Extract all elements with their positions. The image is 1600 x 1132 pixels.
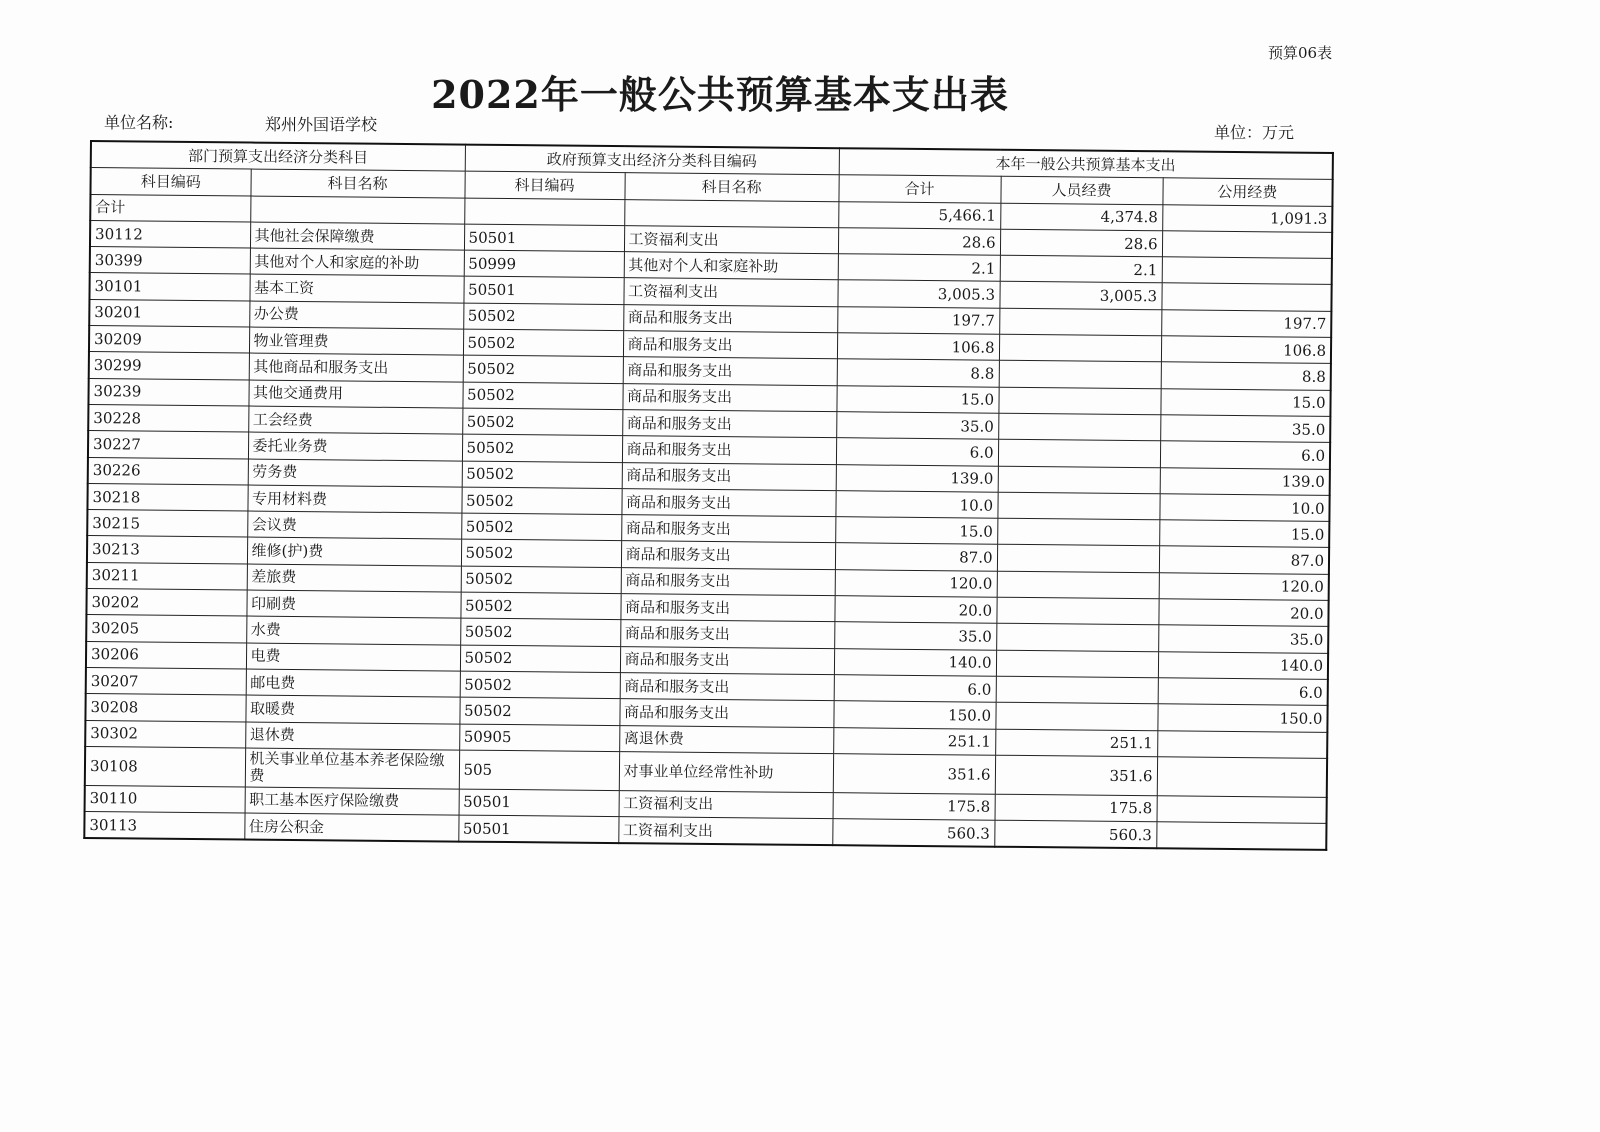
cell-personnel: [996, 624, 1158, 652]
total-label: 合计: [90, 194, 250, 222]
total-sum: 5,466.1: [838, 201, 1000, 229]
cell-total: 120.0: [835, 569, 997, 597]
cell-gov-name: 商品和服务支出: [621, 567, 835, 595]
cell-gov-code: 50501: [463, 277, 623, 305]
cell-dept-name: 办公费: [249, 301, 463, 329]
header-public: 公用经费: [1162, 178, 1332, 206]
cell-dept-name: 住房公积金: [244, 813, 458, 842]
cell-dept-code: 30299: [89, 352, 249, 380]
cell-personnel: [996, 676, 1158, 704]
cell-total: 20.0: [834, 596, 996, 624]
cell-gov-name: 对事业单位经常性补助: [619, 751, 833, 792]
cell-gov-code: 50502: [460, 645, 620, 673]
cell-public: 150.0: [1157, 704, 1327, 732]
header-total: 合计: [838, 175, 1000, 203]
cell-gov-name: 商品和服务支出: [620, 673, 834, 701]
cell-gov-name: 工资福利支出: [623, 278, 837, 306]
cell-dept-code: 30211: [87, 562, 247, 590]
cell-dept-code: 30213: [87, 536, 247, 564]
cell-public: [1156, 822, 1326, 850]
cell-gov-code: 50502: [461, 487, 621, 515]
cell-total: 3,005.3: [837, 280, 999, 308]
cell-total: 10.0: [835, 491, 997, 519]
cell-gov-code: 50502: [462, 382, 622, 410]
cell-public: 20.0: [1158, 599, 1328, 627]
cell-personnel: [998, 466, 1160, 494]
cell-total: 35.0: [834, 622, 996, 650]
cell-gov-name: 商品和服务支出: [621, 515, 835, 543]
cell-dept-code: 30228: [88, 404, 248, 432]
empty-cell: [624, 199, 838, 227]
cell-gov-code: 50502: [462, 434, 622, 462]
cell-dept-name: 劳务费: [248, 459, 462, 487]
cell-personnel: 28.6: [1000, 229, 1162, 257]
cell-dept-code: 30108: [85, 746, 245, 787]
cell-total: 351.6: [833, 753, 995, 794]
cell-gov-code: 50502: [461, 540, 621, 568]
cell-gov-code: 50501: [458, 815, 618, 843]
cell-dept-code: 30110: [85, 785, 245, 813]
cell-public: [1161, 283, 1331, 311]
cell-dept-code: 30209: [89, 326, 249, 354]
cell-gov-code: 50502: [462, 408, 622, 436]
cell-gov-name: 工资福利支出: [618, 817, 832, 846]
cell-personnel: [996, 650, 1158, 678]
cell-gov-code: 50502: [461, 513, 621, 541]
header-dept-name: 科目名称: [250, 169, 464, 197]
total-personnel: 4,374.8: [1000, 203, 1162, 231]
cell-total: 35.0: [836, 412, 998, 440]
cell-dept-name: 基本工资: [249, 275, 463, 303]
cell-total: 150.0: [833, 701, 995, 729]
cell-gov-name: 工资福利支出: [619, 790, 833, 818]
cell-public: 87.0: [1159, 546, 1329, 574]
cell-gov-code: 50502: [463, 355, 623, 383]
cell-dept-name: 机关事业单位基本养老保险缴费: [245, 748, 459, 789]
cell-dept-name: 取暖费: [245, 695, 459, 723]
cell-gov-code: 50502: [460, 671, 620, 699]
unit-name-label: 单位名称:: [104, 113, 174, 132]
cell-dept-code: 30112: [90, 220, 250, 248]
cell-gov-name: 商品和服务支出: [619, 699, 833, 727]
cell-dept-code: 30218: [87, 483, 247, 511]
cell-dept-code: 30101: [89, 273, 249, 301]
header-gov-name: 科目名称: [624, 173, 838, 201]
cell-dept-name: 水费: [246, 616, 460, 644]
cell-dept-name: 差旅费: [247, 564, 461, 592]
cell-dept-name: 退休费: [245, 722, 459, 750]
cell-public: 15.0: [1160, 388, 1330, 416]
header-expenditure-group: 本年一般公共预算基本支出: [839, 148, 1333, 180]
cell-total: 15.0: [835, 517, 997, 545]
cell-gov-code: 50502: [459, 697, 619, 725]
header-gov-code: 科目编码: [464, 171, 624, 199]
cell-personnel: [997, 571, 1159, 599]
cell-dept-name: 电费: [246, 643, 460, 671]
page-title: 2022年一般公共预算基本支出表: [431, 72, 1009, 117]
cell-public: 197.7: [1161, 310, 1331, 338]
cell-gov-code: 50905: [459, 724, 619, 752]
cell-gov-code: 50999: [464, 250, 624, 278]
cell-gov-code: 50502: [460, 592, 620, 620]
cell-dept-code: 30227: [88, 431, 248, 459]
cell-personnel: 175.8: [995, 794, 1157, 822]
cell-dept-name: 其他对个人和家庭的补助: [250, 248, 464, 276]
cell-gov-name: 商品和服务支出: [622, 383, 836, 411]
cell-public: [1157, 796, 1327, 824]
cell-total: 140.0: [834, 648, 996, 676]
cell-total: 197.7: [837, 306, 999, 334]
cell-personnel: [999, 361, 1161, 389]
cell-total: 106.8: [837, 333, 999, 361]
cell-personnel: [995, 702, 1157, 730]
cell-dept-code: 30215: [87, 510, 247, 538]
empty-cell: [464, 198, 624, 226]
cell-public: 106.8: [1161, 336, 1331, 364]
cell-public: [1162, 257, 1332, 285]
cell-gov-name: 其他对个人和家庭补助: [624, 252, 838, 280]
cell-dept-name: 邮电费: [246, 669, 460, 697]
cell-public: 10.0: [1159, 494, 1329, 522]
cell-gov-name: 商品和服务支出: [620, 594, 834, 622]
cell-total: 175.8: [833, 792, 995, 820]
cell-public: [1157, 757, 1327, 798]
cell-total: 87.0: [835, 543, 997, 571]
cell-dept-code: 30208: [85, 694, 245, 722]
cell-total: 139.0: [836, 464, 998, 492]
cell-dept-name: 物业管理费: [249, 327, 463, 355]
cell-dept-code: 30207: [86, 667, 246, 695]
cell-gov-name: 商品和服务支出: [622, 462, 836, 490]
cell-public: 120.0: [1159, 573, 1329, 601]
cell-dept-name: 职工基本医疗保险缴费: [245, 787, 459, 815]
cell-personnel: [997, 518, 1159, 546]
cell-public: 35.0: [1160, 415, 1330, 443]
cell-gov-name: 离退休费: [619, 725, 833, 753]
cell-dept-name: 委托业务费: [248, 432, 462, 460]
empty-cell: [250, 196, 464, 224]
cell-public: [1157, 730, 1327, 758]
cell-public: 139.0: [1160, 467, 1330, 495]
cell-personnel: 560.3: [994, 820, 1156, 848]
cell-personnel: [999, 308, 1161, 336]
cell-personnel: 351.6: [995, 755, 1157, 796]
cell-dept-name: 印刷费: [246, 590, 460, 618]
cell-total: 6.0: [836, 438, 998, 466]
cell-total: 251.1: [833, 727, 995, 755]
cell-total: 8.8: [837, 359, 999, 387]
header-dept-code: 科目编码: [90, 168, 250, 196]
cell-dept-code: 30239: [88, 378, 248, 406]
cell-personnel: 3,005.3: [999, 282, 1161, 310]
cell-gov-name: 商品和服务支出: [620, 646, 834, 674]
cell-gov-name: 商品和服务支出: [623, 357, 837, 385]
cell-total: 560.3: [832, 819, 994, 847]
cell-public: 6.0: [1158, 678, 1328, 706]
cell-dept-name: 其他商品和服务支出: [249, 353, 463, 381]
cell-gov-code: 505: [459, 750, 619, 791]
cell-dept-name: 会议费: [247, 511, 461, 539]
cell-gov-name: 商品和服务支出: [623, 331, 837, 359]
cell-gov-code: 50502: [461, 566, 621, 594]
cell-public: [1162, 231, 1332, 259]
cell-public: 8.8: [1161, 362, 1331, 390]
header-dept-group: 部门预算支出经济分类科目: [91, 141, 465, 171]
cell-total: 2.1: [838, 254, 1000, 282]
cell-gov-name: 商品和服务支出: [623, 304, 837, 332]
total-public: 1,091.3: [1162, 204, 1332, 232]
cell-gov-name: 商品和服务支出: [622, 410, 836, 438]
cell-personnel: [998, 387, 1160, 415]
cell-gov-code: 50501: [464, 224, 624, 252]
cell-total: 6.0: [834, 675, 996, 703]
cell-gov-name: 商品和服务支出: [620, 620, 834, 648]
cell-dept-code: 30399: [90, 247, 250, 275]
cell-gov-name: 商品和服务支出: [621, 488, 835, 516]
unit-name-value: 郑州外国语学校: [265, 115, 378, 134]
cell-dept-name: 工会经费: [248, 406, 462, 434]
cell-dept-name: 专用材料费: [247, 485, 461, 513]
cell-personnel: [998, 439, 1160, 467]
cell-dept-name: 其他交通费用: [248, 380, 462, 408]
form-number: 预算06表: [1268, 44, 1333, 62]
cell-dept-code: 30113: [84, 812, 244, 840]
cell-dept-name: 维修(护)费: [247, 537, 461, 565]
cell-gov-name: 工资福利支出: [624, 226, 838, 254]
cell-personnel: [997, 545, 1159, 573]
cell-dept-code: 30205: [86, 615, 246, 643]
cell-dept-code: 30206: [86, 641, 246, 669]
cell-public: 15.0: [1159, 520, 1329, 548]
cell-gov-code: 50502: [463, 329, 623, 357]
cell-dept-code: 30202: [86, 589, 246, 617]
cell-gov-name: 商品和服务支出: [622, 436, 836, 464]
cell-public: 35.0: [1158, 625, 1328, 653]
cell-personnel: [996, 597, 1158, 625]
cell-gov-name: 商品和服务支出: [621, 541, 835, 569]
cell-public: 140.0: [1158, 651, 1328, 679]
cell-gov-code: 50501: [459, 789, 619, 817]
cell-personnel: 2.1: [1000, 255, 1162, 283]
currency-unit-label: 单位：万元: [1214, 123, 1295, 142]
cell-personnel: [998, 413, 1160, 441]
header-gov-group: 政府预算支出经济分类科目编码: [465, 145, 839, 175]
cell-total: 15.0: [836, 385, 998, 413]
header-personnel: 人员经费: [1000, 177, 1162, 205]
cell-personnel: 251.1: [995, 729, 1157, 757]
cell-dept-code: 30226: [88, 457, 248, 485]
cell-dept-code: 30201: [89, 299, 249, 327]
cell-gov-code: 50502: [462, 461, 622, 489]
cell-gov-code: 50502: [460, 618, 620, 646]
cell-personnel: [999, 334, 1161, 362]
cell-gov-code: 50502: [463, 303, 623, 331]
cell-total: 28.6: [838, 228, 1000, 256]
cell-dept-name: 其他社会保障缴费: [250, 222, 464, 250]
cell-dept-code: 30302: [85, 720, 245, 748]
cell-public: 6.0: [1160, 441, 1330, 469]
budget-table: [83, 140, 1334, 851]
cell-personnel: [997, 492, 1159, 520]
